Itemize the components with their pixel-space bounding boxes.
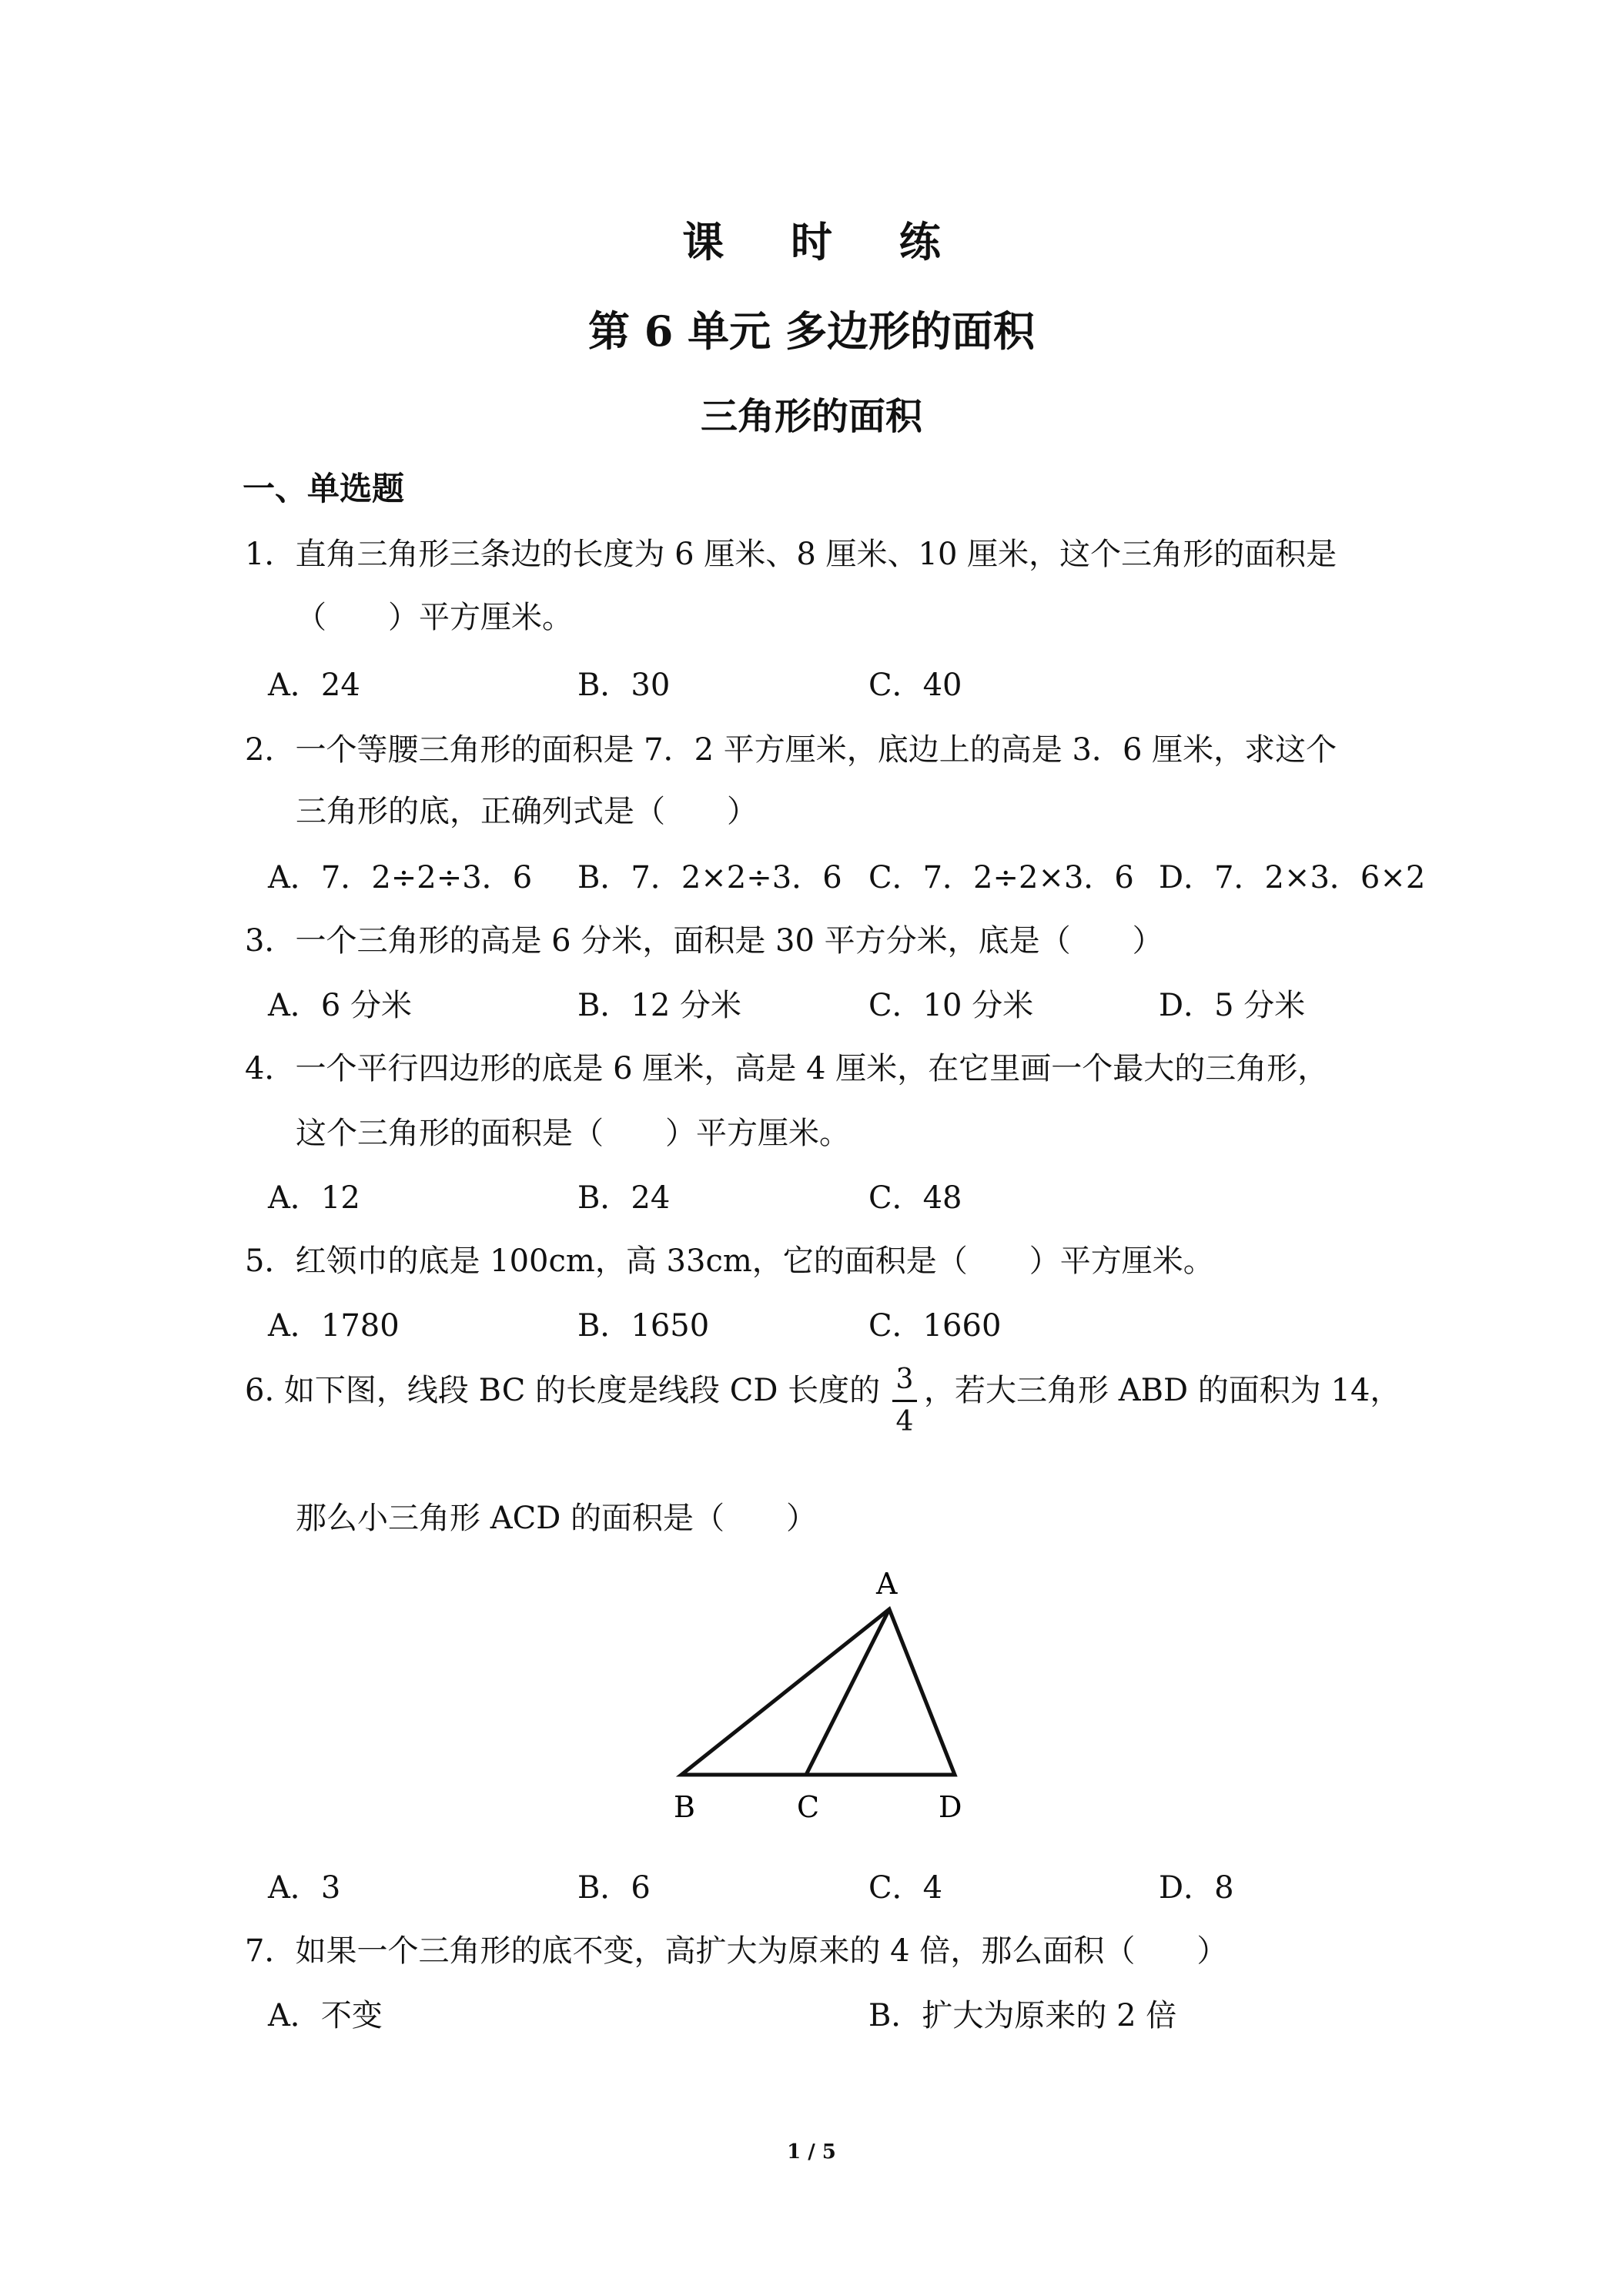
fraction-numerator: 3 [895, 1364, 914, 1395]
question-2-text-cont: 三角形的底，正确列式是（ ） [296, 794, 758, 829]
section-heading: 一、单选题 [243, 470, 405, 507]
page-title: 课 时 练 [682, 217, 967, 266]
question-3-option-a: A．6 分米 [268, 988, 413, 1023]
question-3-option-c: C．10 分米 [868, 988, 1034, 1023]
question-3-text: 3．一个三角形的高是 6 分米，面积是 30 平方分米，底是（ ） [245, 923, 1163, 959]
question-7-option-a: A．不变 [268, 1998, 383, 2033]
question-4-option-b: B．24 [577, 1180, 671, 1216]
vertex-label-d: D [939, 1790, 962, 1824]
question-6-text-cont: 那么小三角形 ACD 的面积是（ ） [296, 1501, 817, 1536]
question-5-option-b: B．1650 [577, 1308, 710, 1344]
question-5-option-c: C．1660 [868, 1308, 1002, 1344]
question-6-option-d: D．8 [1159, 1870, 1234, 1906]
question-3-option-b: B．12 分米 [577, 988, 742, 1023]
question-6-text: 6. 如下图，线段 BC 的长度是线段 CD 长度的 [245, 1373, 881, 1408]
question-1-text-cont: （ ）平方厘米。 [296, 600, 573, 635]
question-5-text: 5．红领巾的底是 100cm，高 33cm，它的面积是（ ）平方厘米。 [245, 1243, 1214, 1279]
lesson-title: 三角形的面积 [700, 395, 922, 438]
fraction-three-quarters [889, 1364, 920, 1438]
question-3-option-d: D．5 分米 [1159, 988, 1306, 1023]
segment-ac [806, 1609, 889, 1775]
question-1-option-c: C．40 [868, 668, 962, 703]
question-1-option-b: B．30 [577, 668, 671, 703]
fraction-denominator: 4 [895, 1406, 914, 1438]
triangle-figure [658, 1551, 997, 1844]
question-7-text: 7．如果一个三角形的底不变，高扩大为原来的 4 倍，那么面积（ ） [245, 1933, 1228, 1969]
vertex-label-b: B [674, 1790, 695, 1824]
question-1-text: 1．直角三角形三条边的长度为 6 厘米、8 厘米、10 厘米，这个三角形的面积是 [245, 537, 1337, 572]
question-2-option-b: B．7．2×2÷3．6 [577, 860, 842, 895]
question-4-option-a: A．12 [268, 1180, 360, 1216]
question-6-option-a: A．3 [268, 1870, 341, 1906]
unit-title: 第 6 单元 多边形的面积 [588, 306, 1035, 356]
question-6-option-b: B．6 [577, 1870, 651, 1906]
question-5-option-a: A．1780 [268, 1308, 400, 1344]
question-6-option-c: C．4 [868, 1870, 943, 1906]
question-2-option-a: A．7．2÷2÷3．6 [268, 860, 533, 895]
question-4-text: 4．一个平行四边形的底是 6 厘米，高是 4 厘米，在它里画一个最大的三角形， [245, 1051, 1329, 1086]
question-7-option-b: B．扩大为原来的 2 倍 [868, 1998, 1177, 2033]
fraction-bar [892, 1400, 917, 1402]
question-4-text-cont: 这个三角形的面积是（ ）平方厘米。 [296, 1116, 850, 1151]
vertex-label-c: C [797, 1790, 820, 1824]
question-2-option-c: C．7．2÷2×3．6 [868, 860, 1134, 895]
question-4-option-c: C．48 [868, 1180, 962, 1216]
vertex-label-a: A [876, 1567, 898, 1601]
question-1-option-a: A．24 [268, 668, 360, 703]
question-2-option-d: D．7．2×3．6×2 [1159, 860, 1426, 895]
question-6-text-after-fraction: ，若大三角形 ABD 的面积为 14， [924, 1373, 1401, 1408]
page-number: 1 / 5 [787, 2140, 836, 2164]
question-2-text: 2．一个等腰三角形的面积是 7．2 平方厘米，底边上的高是 3．6 厘米，求这个 [245, 732, 1337, 768]
